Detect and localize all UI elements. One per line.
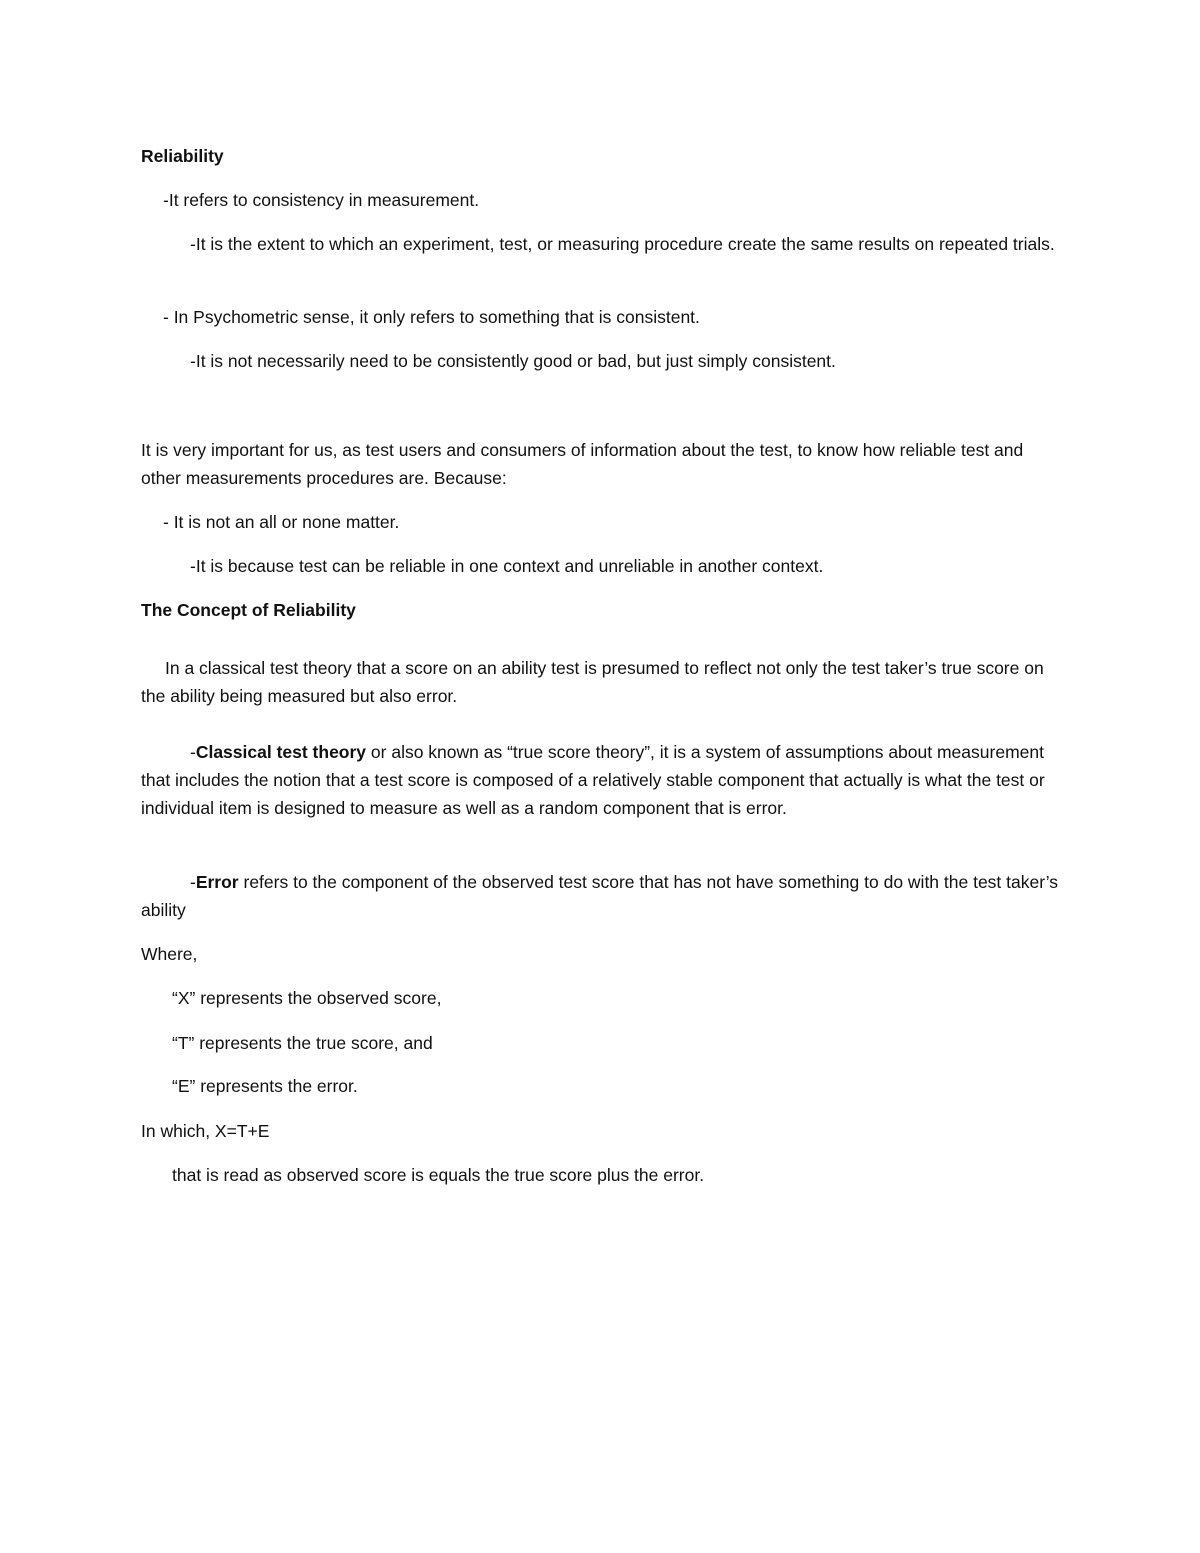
- error-definition: refers to the component of the observed test score that has not have something to do with the test taker’s ability: [141, 872, 1059, 920]
- paragraph-important: It is very important for us, as test users and consumers of information about the test, to know how reliable test and other measurements procedures are. Because:: [141, 440, 1024, 488]
- x-definition: “X” represents the observed score,: [172, 988, 442, 1008]
- ctt-prefix: -: [190, 742, 196, 762]
- bullet-consistency: -It refers to consistency in measurement.: [163, 190, 480, 210]
- paragraph-classical-test-theory: [141, 738, 1061, 822]
- error-prefix: -: [190, 872, 196, 892]
- ctt-definition: or also known as “true score theory”, it is a system of assumptions about measurement that includes the notion that a test score is composed of a relatively stable component that actually is what the test or individual item is designed to measure as well as a random component that is error.: [141, 742, 1045, 818]
- bullet-psychometric: - In Psychometric sense, it only refers to something that is consistent.: [163, 307, 700, 327]
- where-label: Where,: [141, 944, 198, 964]
- bullet-not-all-or-none: - It is not an all or none matter.: [163, 512, 400, 532]
- bullet-extent: -It is the extent to which an experiment, test, or measuring procedure create the same results on repeated trials.: [190, 234, 1055, 254]
- formula-reading: that is read as observed score is equals the true score plus the error.: [172, 1165, 705, 1185]
- heading-concept-of-reliability: The Concept of Reliability: [141, 600, 356, 620]
- paragraph-error: [141, 868, 1061, 924]
- ctt-term: Classical test theory: [195, 742, 367, 762]
- e-definition: “E” represents the error.: [172, 1076, 358, 1096]
- t-definition: “T” represents the true score, and: [172, 1033, 433, 1053]
- paragraph-classical: In a classical test theory that a score on an ability test is presumed to reflect not only the test taker’s true score on the ability being measured but also error.: [141, 658, 1044, 706]
- bullet-not-necessarily: -It is not necessarily need to be consistently good or bad, but just simply consistent.: [190, 351, 836, 371]
- bullet-context: -It is because test can be reliable in one context and unreliable in another context.: [190, 556, 824, 576]
- formula-line: In which, X=T+E: [141, 1121, 270, 1141]
- heading-reliability: Reliability: [141, 146, 224, 166]
- error-term: Error: [195, 872, 239, 892]
